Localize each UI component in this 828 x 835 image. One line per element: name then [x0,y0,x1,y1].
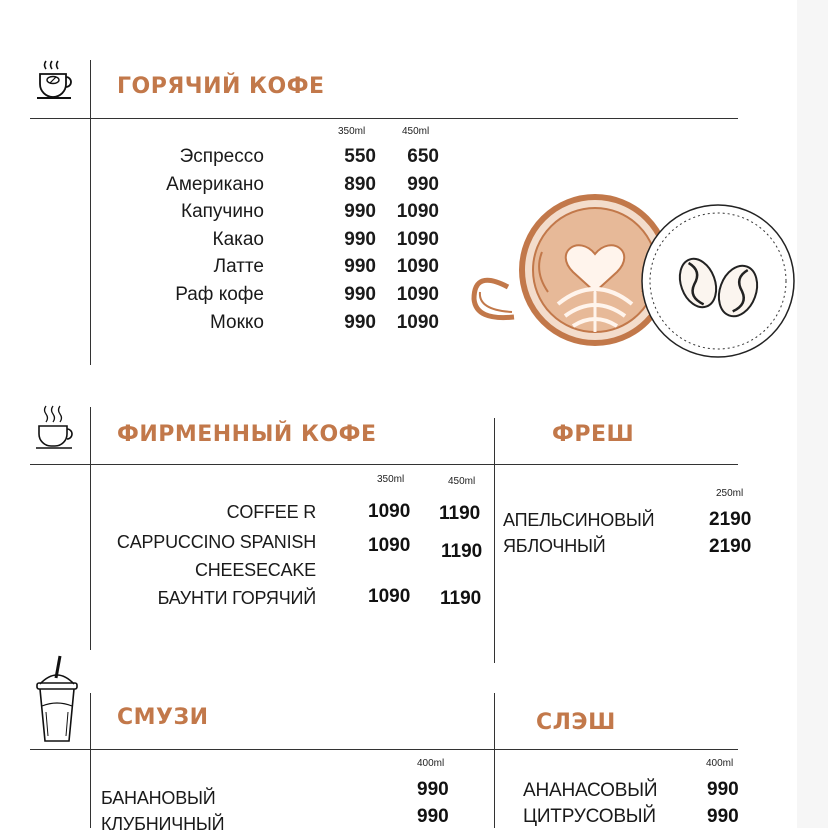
signature-coffee-title: ФИРМЕННЫЙ КОФЕ [117,422,377,447]
menu-item-price: 990 [344,256,376,278]
hot-coffee-prices-350 [330,143,376,336]
menu-item-name: Какао [212,228,264,250]
menu-item-price: 550 [344,146,376,167]
coffee-beans-illustration [634,203,796,361]
smoothie-cup-icon [32,654,82,746]
menu-item-price: 2190 [709,509,752,530]
menu-item-price: 890 [344,173,376,195]
hot-divider-horizontal [30,118,738,119]
menu-item-name: CAPPUCCINO SPANISH [116,532,316,552]
smoothie-divider-vertical [90,693,91,828]
menu-item-price: 1090 [368,501,411,522]
menu-item-price: 1090 [368,535,411,556]
slush-size-400: 400ml [706,758,734,769]
menu-item-name: ЯБЛОЧНЫЙ [503,536,606,556]
hot-coffee-names [100,143,264,336]
signature-divider-horizontal [30,464,738,465]
hot-divider-vertical [90,60,91,365]
menu-item-price: 990 [344,201,376,223]
menu-item-name: Раф кофе [175,283,264,305]
menu-item-name: Мокко [209,311,264,333]
menu-item-price: 1190 [440,588,482,609]
menu-item-price: 990 [707,806,739,827]
fresh-title: ФРЕШ [552,422,635,447]
menu-item-price: 650 [407,146,439,167]
signature-size-450: 450ml [448,476,476,487]
menu-item-name: ЦИТРУСОВЫЙ [523,806,656,827]
smoothie-title: СМУЗИ [117,705,209,730]
menu-item-price: 1090 [396,228,439,250]
menu-item-name: Эспрессо [179,146,264,167]
menu-item-price: 1190 [439,503,481,524]
menu-item-price: 990 [344,228,376,250]
menu-item-price: 1190 [441,541,483,562]
menu-item-name: COFFEE R [226,502,316,522]
fresh-size-250: 250ml [716,488,744,499]
hot-coffee-title: ГОРЯЧИЙ КОФЕ [117,74,325,99]
hot-size-450: 450ml [402,126,430,137]
signature-size-350: 350ml [377,474,405,485]
hot-cup-icon [34,58,80,104]
menu-item-price: 990 [417,779,449,800]
menu-item-price: 1090 [396,201,439,223]
menu-item-price: 1090 [396,256,439,278]
menu-item-name: Капучино [181,201,264,223]
menu-item-price: 1090 [396,283,439,305]
hot-size-350: 350ml [338,126,366,137]
right-edge-strip [797,0,828,828]
menu-item-name: АПЕЛЬСИНОВЫЙ [503,510,655,530]
menu-item-name: КЛУБНИЧНЫЙ [101,814,225,834]
menu-item-price: 1090 [368,586,411,607]
menu-item-price: 990 [707,779,739,800]
menu-item-price: 2190 [709,536,752,557]
menu-item-price: 990 [344,283,376,305]
menu-item-name: БАУНТИ ГОРЯЧИЙ [157,588,316,608]
menu-item-name: Американо [166,173,264,195]
menu-item-price: 990 [407,173,439,195]
smoothie-size-400: 400ml [417,758,445,769]
menu-item-price: 1090 [396,311,439,333]
hot-coffee-prices-450 [394,143,439,336]
menu-item-name: АНАНАСОВЫЙ [523,780,658,801]
menu-item-price: 990 [417,806,449,827]
slush-divider-vertical [494,693,495,828]
signature-divider-vertical [90,407,91,650]
menu-item-name: БАНАНОВЫЙ [101,788,216,808]
slush-title: СЛЭШ [536,710,616,735]
menu-item-price: 990 [344,311,376,333]
menu-item-name-continued: CHEESECAKE [194,560,316,580]
fresh-divider-vertical [494,418,495,663]
steaming-cup-icon [34,404,80,450]
menu-item-name: Латте [213,256,264,278]
smoothie-divider-horizontal [30,749,738,750]
